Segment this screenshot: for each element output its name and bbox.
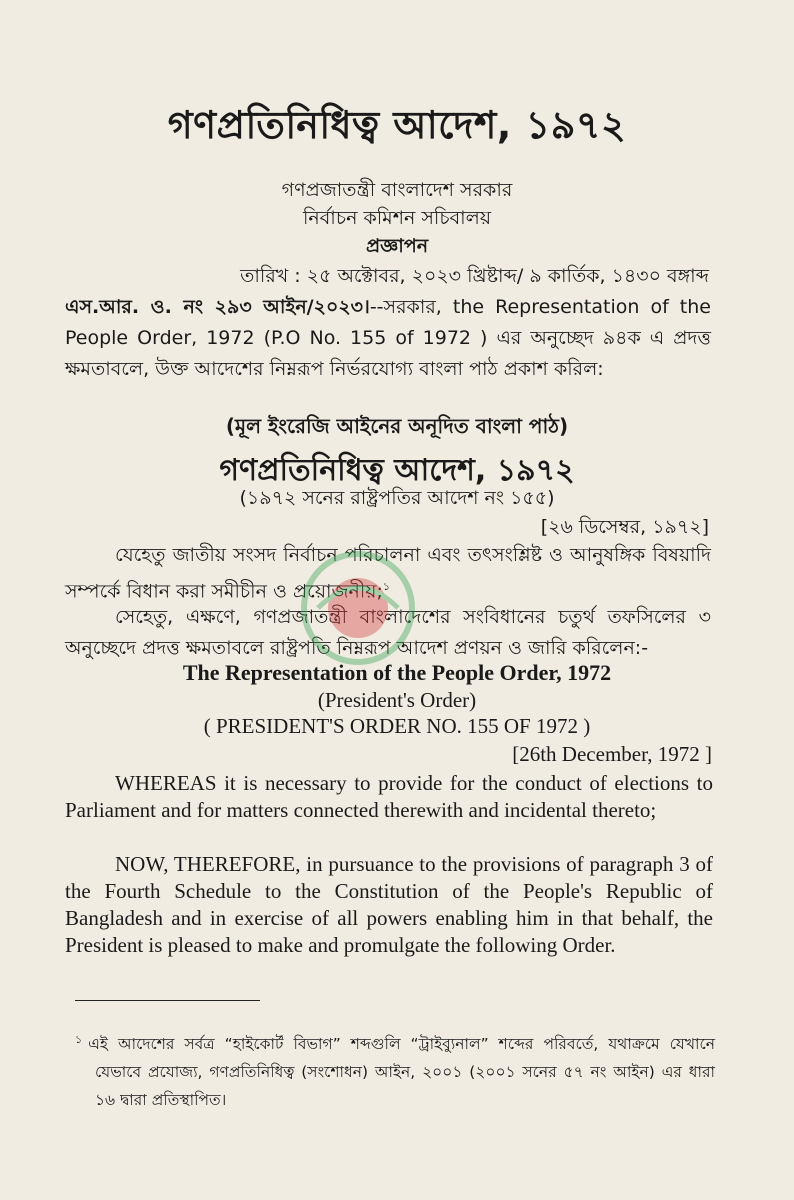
english-order-subtitle: (President's Order) — [317, 688, 477, 712]
emblem-watermark-icon — [298, 548, 418, 668]
english-order-title: The Representation of the People Order, 1972 — [182, 660, 612, 685]
bengali-order-date: [২৬ ডিসেম্বর, ১৯৭২] — [540, 516, 709, 538]
page-title: গণপ্রতিনিধিত্ব আদেশ, ১৯৭২ — [167, 103, 627, 147]
footnote-divider — [75, 1000, 260, 1001]
sro-text: --সরকার, the Representation of the People Order, 1972 (P.O No. 155 of 1972 ) এর অনুচ্ছেদ ৯৪ক এ প্রদত্ত ক্ষমতাবলে, উক্ত আদেশের নিম্নরূপ নির্ভরযোগ্য বাংলা পাঠ প্রকাশ করিল: — [65, 296, 711, 380]
footnote-mark: ১ — [75, 1033, 83, 1046]
notification-date: তারিখ : ২৫ অক্টোবর, ২০২৩ খ্রিষ্টাব্দ/ ৯ কার্তিক, ১৪৩০ বঙ্গাব্দ — [240, 265, 709, 287]
english-now-therefore-paragraph: NOW, THEREFORE, in pursuance to the provisions of paragraph 3 of the Fourth Schedule to the Constitution of the People's Republic of Bangladesh and in exercise of all powers enabling him in that behalf, the President is pleased to make and promulgate the following Order. — [65, 852, 713, 957]
bengali-whereas-footnote-mark: ১ — [382, 580, 391, 593]
translation-subtitle: (মূল ইংরেজি আইনের অনূদিত বাংলা পাঠ) — [225, 414, 569, 438]
english-whereas-paragraph: WHEREAS it is necessary to provide for the conduct of elections to Parliament and for matters connected therewith and incidental thereto; — [65, 771, 713, 822]
bengali-whereas-text: যেহেতু জাতীয় সংসদ নির্বাচন পরিচালনা এবং তৎসংশ্লিষ্ট ও আনুষঙ্গিক বিষয়াদি সম্পর্কে বিধান করা সমীচীন ও প্রয়োজনীয়; — [65, 544, 711, 603]
secretariat-name: নির্বাচন কমিশন সচিবালয় — [302, 207, 492, 229]
bengali-now-therefore-paragraph: সেহেতু, এক্ষণে, গণপ্রজাতন্ত্রী বাংলাদেশের সংবিধানের চতুর্থ তফসিলের ৩ অনুচ্ছেদে প্রদত্ত ক্ষমতাবলে রাষ্ট্রপতি নিম্নরূপ আদেশ প্রণয়ন ও জারি করিলেন:- — [65, 606, 711, 659]
bengali-order-title: গণপ্রতিনিধিত্ব আদেশ, ১৯৭২ — [219, 453, 575, 488]
notification-label: প্রজ্ঞাপন — [365, 235, 429, 257]
english-order-number: ( PRESIDENT'S ORDER NO. 155 OF 1972 ) — [203, 714, 591, 738]
government-name: গণপ্রজাতন্ত্রী বাংলাদেশ সরকার — [281, 179, 513, 201]
sro-number: এস.আর. ও. নং ২৯৩ আইন/২০২৩। — [65, 296, 370, 318]
english-order-date: [26th December, 1972 ] — [512, 742, 712, 766]
bengali-order-number: (১৯৭২ সনের রাষ্ট্রপতির আদেশ নং ১৫৫) — [239, 487, 555, 509]
footnote-text: এই আদেশের সর্বত্র “হাইকোর্ট বিভাগ” শব্দগুলি “ট্রাইব্যুনাল” শব্দের পরিবর্তে, যথাক্রমে যেখানে যেভাবে প্রযোজ্য, গণপ্রতিনিধিত্ব (সংশোধন) আইন, ২০০১ (২০০১ সনের ৫৭ নং আইন) এর ধারা ১৬ দ্বারা প্রতিস্থাপিত। — [88, 1035, 715, 1110]
sro-paragraph — [65, 292, 711, 385]
footnote — [75, 1026, 715, 1114]
